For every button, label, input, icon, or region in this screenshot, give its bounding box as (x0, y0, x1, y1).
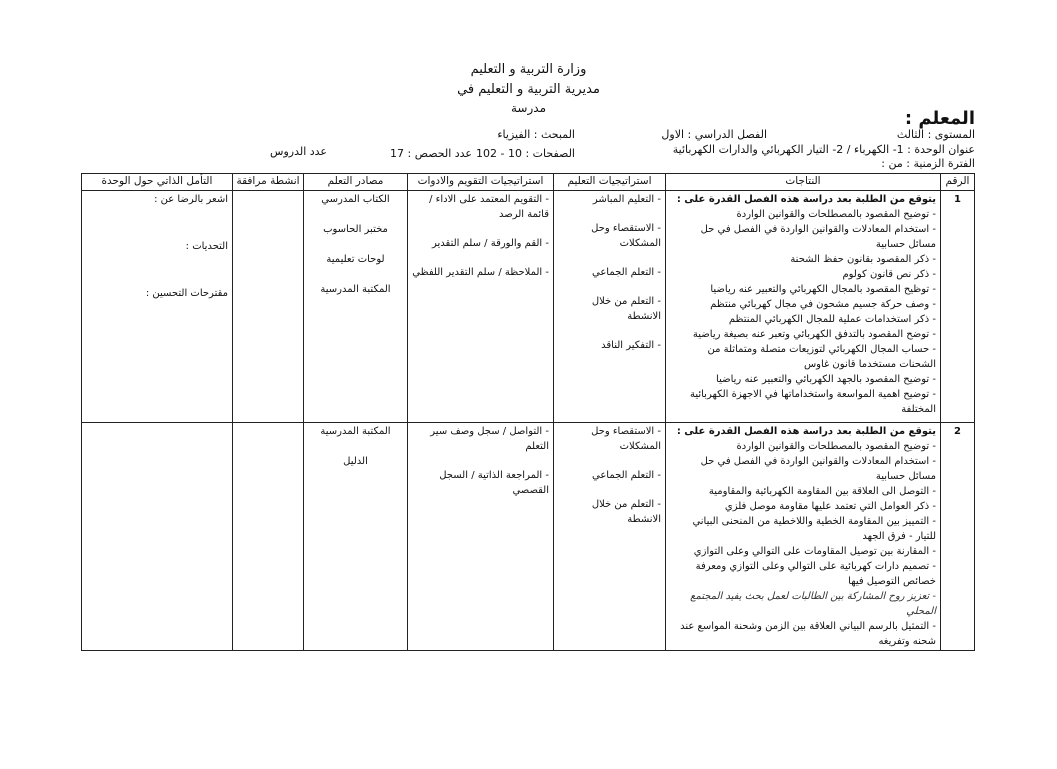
list-item: - القم والورقة / سلم التقدير (432, 237, 549, 249)
list-item: - التعليم المباشر (592, 193, 661, 205)
learning-strategies-cell (554, 422, 666, 650)
assessment-list (412, 424, 549, 498)
list-item: - التعلم من خلال الانشطة (591, 498, 661, 525)
activities-cell (233, 422, 304, 650)
table-row (82, 422, 975, 650)
learning-strategies-list (558, 424, 661, 527)
list-item: - توضيح المقصود بالمصطلحات والقوانين الواردة (736, 440, 936, 452)
unit-title-field: عنوان الوحدة : 1- الكهرباء / 2- التيار الكهربائي والدارات الكهربائية (672, 143, 975, 156)
outcomes-intro: يتوقع من الطلبة بعد دراسة هذه الفصل القدرة على : (676, 193, 936, 205)
reflection-cell (82, 190, 233, 422)
list-item: - التفكير الناقد (601, 339, 661, 351)
list-item: - التقويم المعتمد على الاداء / قائمة الرصد (429, 193, 549, 220)
list-item: - ذكر استخدامات عملية للمجال الكهربائي المنتظم (728, 313, 936, 325)
list-item: - التمييز بين المقاومة الخطية واللاخطية من المنحنى البياني للتيار - فرق الجهد (692, 515, 936, 542)
list-item: - حساب المجال الكهربائي لتوزيعات متصلة ومتماثلة من الشحنات مستخدما قانون غاوس (707, 343, 936, 370)
list-item: مختبر الحاسوب (323, 223, 388, 235)
period-time-field: الفترة الزمنية : من : (881, 157, 975, 170)
directorate-name: مديرية التربية و التعليم في (457, 82, 600, 97)
header-number: الرقم (941, 174, 975, 191)
list-item: - المقارنة بين توصيل المقاومات على التوالي وعلى التوازي (693, 545, 936, 557)
list-item: - التعلم الجماعي (591, 266, 661, 278)
table-header-row (82, 174, 975, 191)
list-item: - المراجعة الذاتية / السجل القصصي (439, 469, 549, 496)
subject-field: المبحث : الفيزياء (497, 128, 575, 141)
outcomes-list (670, 439, 936, 649)
learning-strategies-cell (554, 190, 666, 422)
list-item: - التعلم من خلال الانشطة (591, 295, 661, 322)
header-resources: مصادر التعلم (304, 174, 408, 191)
list-item: - توضيح المقصود بالمصطلحات والقوانين الواردة (736, 208, 936, 220)
assessment-cell (408, 190, 554, 422)
list-item: - ذكر نص قانون كولوم (842, 268, 936, 280)
list-item: - الاستقصاء وحل المشكلات (591, 425, 661, 452)
list-item: - توضح المقصود بالتدفق الكهربائي وتعبر عنه بصيغة رياضية (692, 328, 936, 340)
assessment-list (412, 192, 549, 280)
list-item: اشعر بالرضا عن : (154, 193, 228, 205)
school-name: مدرسة (510, 101, 546, 115)
outcomes-list (670, 207, 936, 417)
list-item: الدليل (343, 455, 368, 467)
list-item: - استخدام المعادلات والقوانين الواردة في الفصل في حل مسائل حسابية (700, 223, 936, 250)
list-item: التحديات : (185, 240, 228, 252)
periods-field: عدد الحصص : 17 (390, 147, 472, 160)
list-item: - الاستقصاء وحل المشكلات (591, 222, 661, 249)
outcomes-cell (666, 190, 941, 422)
list-item: - التعلم الجماعي (591, 469, 661, 481)
pages-field: الصفحات : 10 - 102 (476, 147, 575, 160)
list-item: مقترحات التحسين : (145, 287, 228, 299)
learning-strategies-list (558, 192, 661, 353)
reflection-list (86, 192, 228, 301)
resources-cell (304, 190, 408, 422)
resources-cell (304, 422, 408, 650)
list-item: - تصميم دارات كهربائية على التوالي وعلى التوازي ومعرفة خصائص التوصيل فيها (695, 560, 936, 587)
list-item: - ذكر العوامل التي تعتمد عليها مقاومة موصل فلزي (724, 500, 936, 512)
outcomes-intro: يتوقع من الطلبة بعد دراسة هذه الفصل القدرة على : (676, 425, 936, 437)
list-item: - توضيح اهمية المواسعة واستخداماتها في الاجهزة الكهربائية المختلفة (689, 388, 936, 415)
list-item: - تعزيز روح المشاركة بين الطالبات لعمل بحث يفيد المجتمع المحلي (690, 590, 936, 617)
semester-field: الفصل الدراسي : الاول (661, 128, 767, 141)
header-activities: انشطة مرافقة (233, 174, 304, 191)
header-reflection: التأمل الذاتي حول الوحدة (82, 174, 233, 191)
header-learning-strategies: استراتيجيات التعليم (554, 174, 666, 191)
list-item: - توضيح المقصود بالجهد الكهربائي والتعبير عنه رياضيا (716, 373, 936, 385)
table-row (82, 190, 975, 422)
activities-cell (233, 190, 304, 422)
list-item: الكتاب المدرسي (321, 193, 390, 205)
list-item: المكتبة المدرسية (320, 425, 391, 437)
list-item: - التوصل الى العلاقة بين المقاومة الكهربائية والمقاومية (708, 485, 936, 497)
list-item: - الملاحظة / سلم التقدير اللفظي (412, 266, 549, 278)
teacher-label: المعلم : (904, 108, 975, 129)
list-item: - وصف حركة جسيم مشحون في مجال كهربائي منتظم (710, 298, 936, 310)
list-item: المكتبة المدرسية (320, 283, 391, 295)
level-field: المستوى : الثالث (896, 128, 975, 141)
header-outcomes: النتاجات (666, 174, 941, 191)
outcomes-cell (666, 422, 941, 650)
assessment-cell (408, 422, 554, 650)
ministry-name: وزارة التربية و التعليم (470, 62, 587, 77)
lessons-field: عدد الدروس (270, 145, 327, 158)
list-item: - ذكر المقصود بقانون حفظ الشحنة (790, 253, 936, 265)
reflection-cell (82, 422, 233, 650)
list-item: - التمثيل بالرسم البياني العلاقة بين الزمن وشحنة المواسع عند شحنه وتفريغه (680, 620, 936, 647)
header-assessment: استراتيجيات التقويم والادوات (408, 174, 554, 191)
resources-list (308, 192, 403, 297)
row-number: 1 (941, 190, 975, 422)
unit-plan-table (81, 173, 975, 651)
list-item: - توظيح المقصود بالمجال الكهربائي والتعبير عنه رياضيا (710, 283, 936, 295)
list-item: - التواصل / سجل وصف سير التعلم (430, 425, 549, 452)
row-number: 2 (941, 422, 975, 650)
resources-list (308, 424, 403, 469)
list-item: - استخدام المعادلات والقوانين الواردة في الفصل في حل مسائل حسابية (700, 455, 936, 482)
list-item: لوحات تعليمية (326, 253, 385, 265)
